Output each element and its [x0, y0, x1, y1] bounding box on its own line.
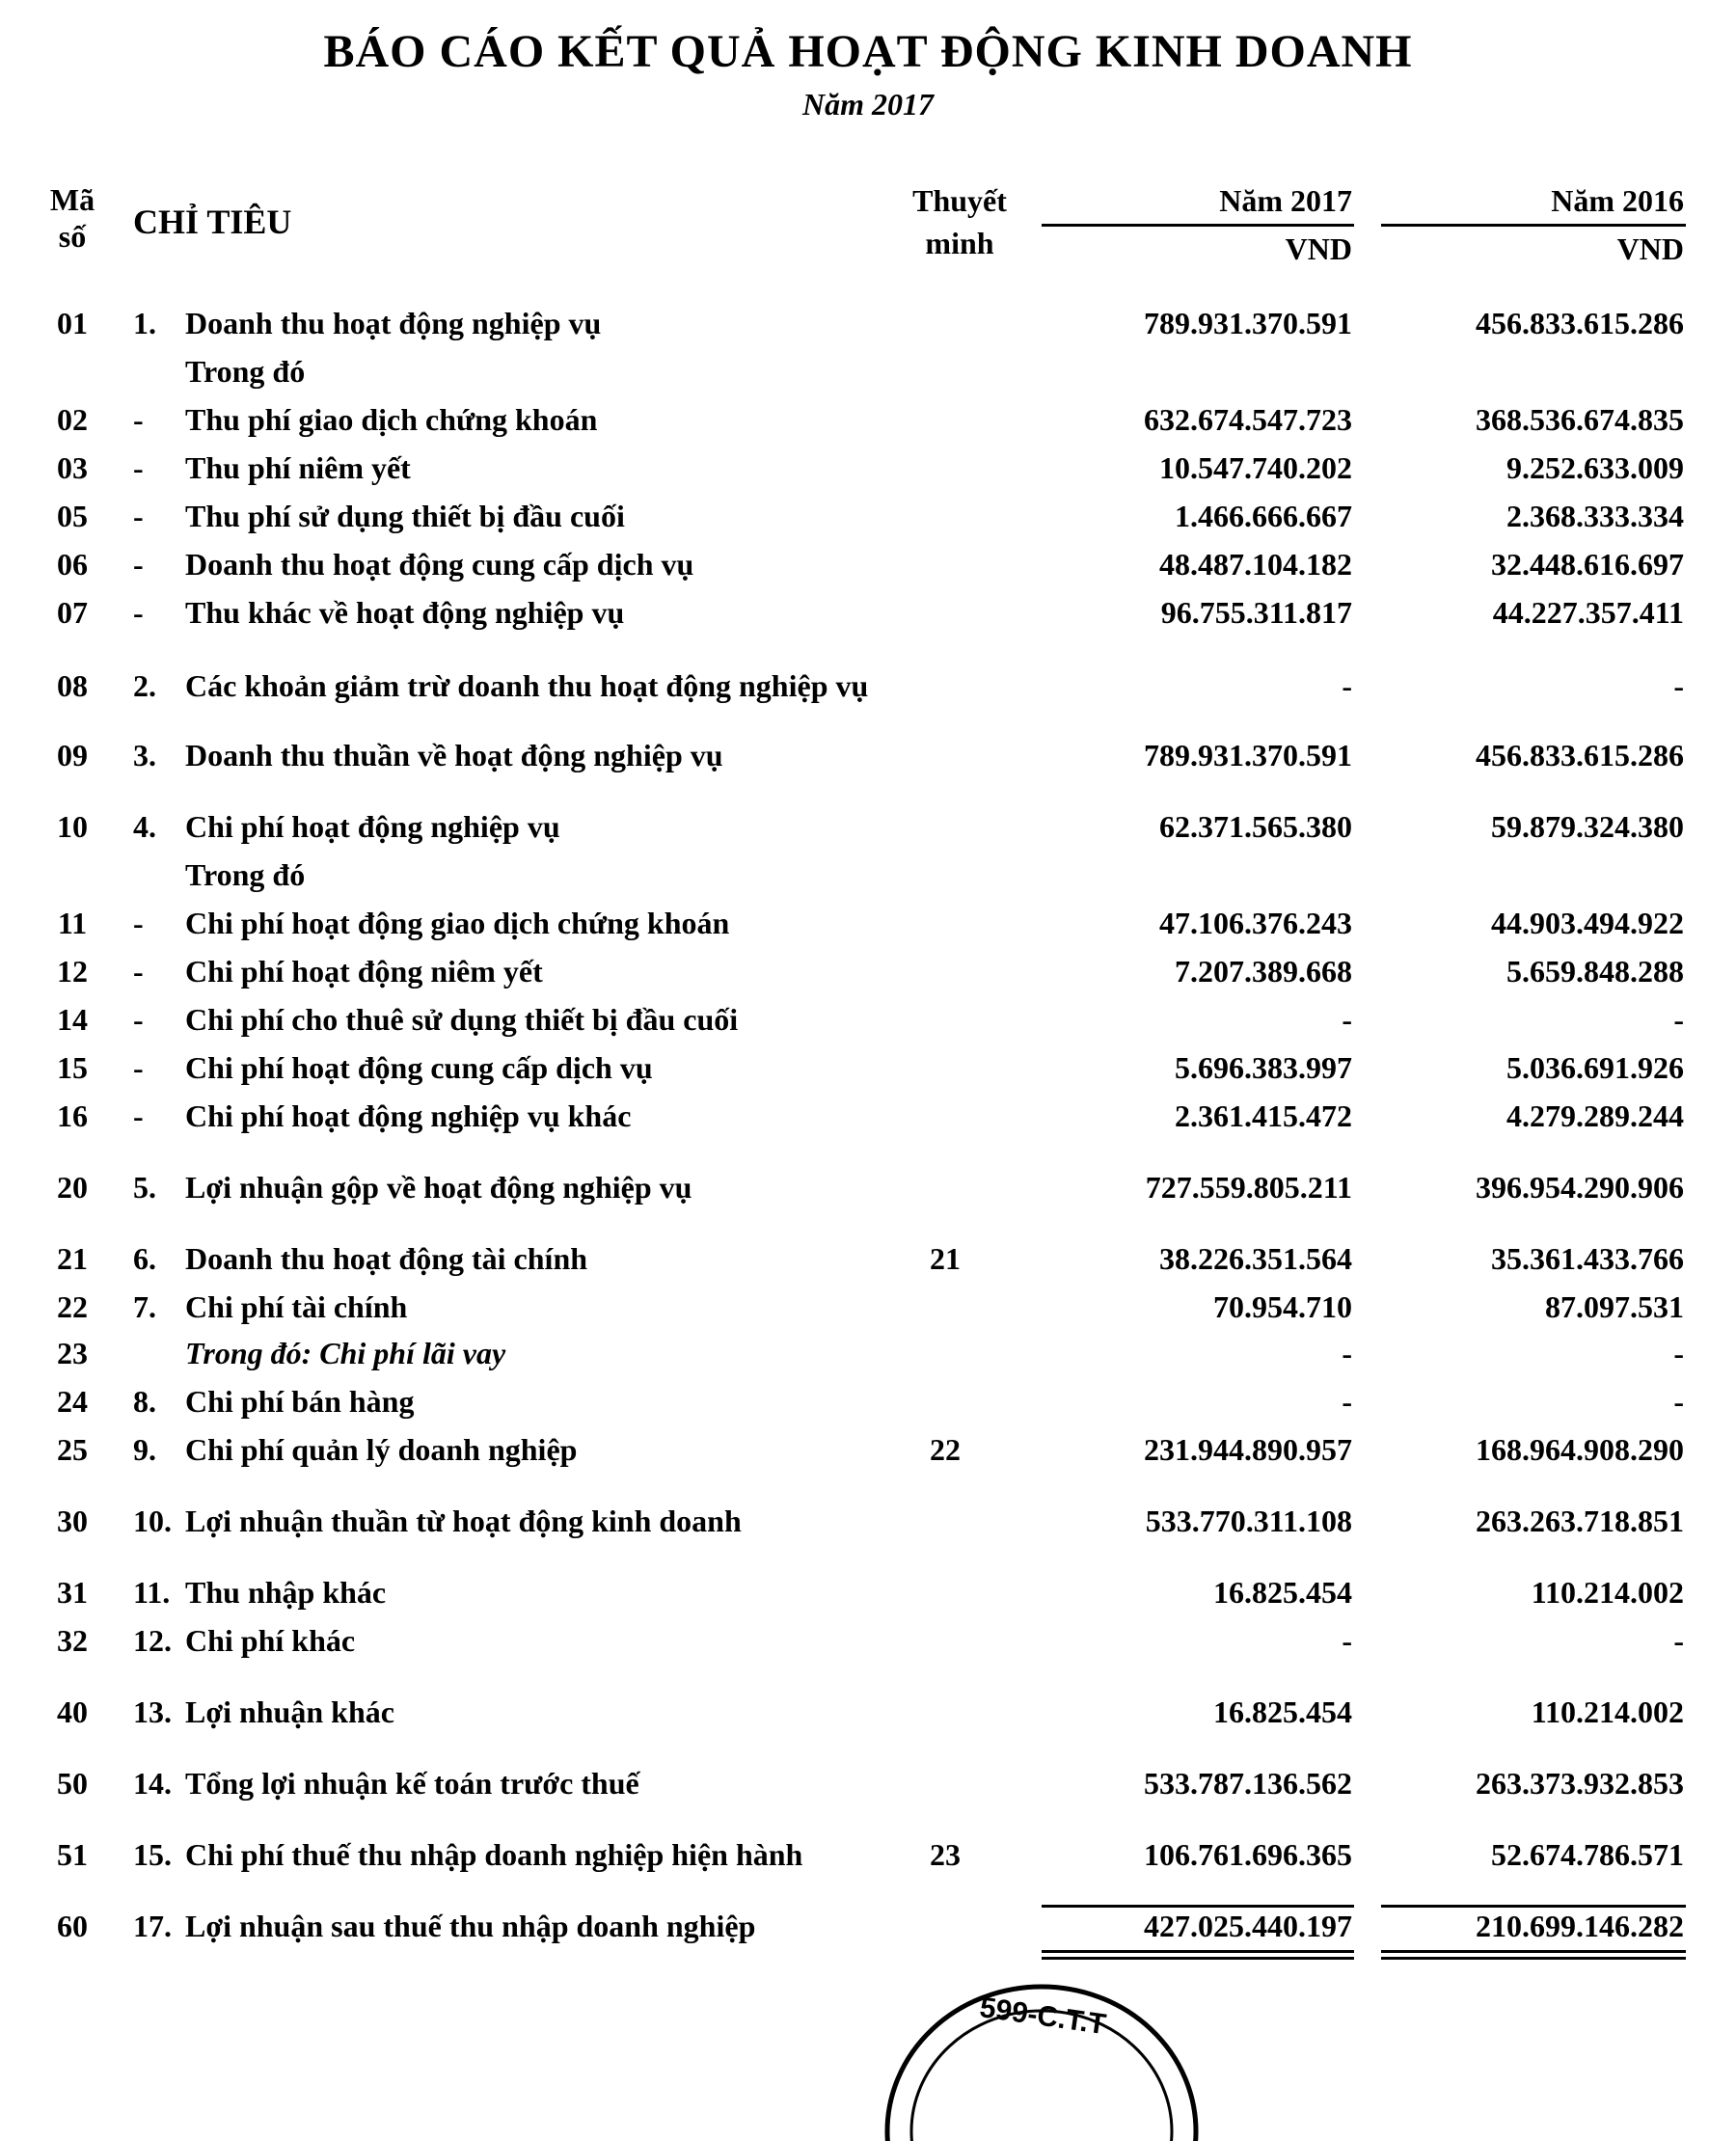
table-row: [0, 1499, 1736, 1543]
row-value-2017: -: [1342, 1384, 1352, 1419]
row-number: 13.: [133, 1694, 172, 1729]
table-row: [0, 1045, 1736, 1090]
header-item: CHỈ TIÊU: [133, 203, 292, 241]
row-number: 11.: [133, 1575, 171, 1610]
row-label: Lợi nhuận gộp về hoạt động nghiệp vụ: [185, 1170, 692, 1205]
row-value-2017: 7.207.389.668: [1175, 954, 1352, 989]
row-code: 22: [57, 1289, 88, 1324]
header-year-2016: Năm 2016: [1551, 183, 1684, 218]
company-seal: [868, 1948, 1215, 2141]
row-number: 8.: [133, 1384, 156, 1419]
report-title: BÁO CÁO KẾT QUẢ HOẠT ĐỘNG KINH DOANH: [323, 26, 1413, 77]
row-code: 03: [57, 450, 88, 485]
row-value-2016: 44.227.357.411: [1492, 595, 1684, 630]
row-code: 10: [57, 809, 88, 844]
table-row: [0, 446, 1736, 490]
row-label: Chi phí tài chính: [185, 1289, 408, 1324]
table-row: [0, 804, 1736, 849]
row-value-2017: 632.674.547.723: [1144, 402, 1352, 437]
row-note: 22: [930, 1432, 961, 1467]
row-value-2016: 52.674.786.571: [1491, 1837, 1684, 1872]
row-label: Trong đó: [185, 354, 306, 389]
row-code: 14: [57, 1002, 88, 1037]
header-rule-2017: [1042, 224, 1354, 227]
row-code: 24: [57, 1384, 88, 1419]
row-value-2017: 231.944.890.957: [1144, 1432, 1352, 1467]
row-number: 7.: [133, 1289, 156, 1324]
row-code: 09: [57, 738, 88, 772]
row-number: 15.: [133, 1837, 172, 1872]
table-row: [0, 1165, 1736, 1209]
row-value-2017: 1.466.666.667: [1175, 499, 1352, 533]
row-value-2017: 2.361.415.472: [1175, 1098, 1352, 1133]
row-value-2016: -: [1673, 1336, 1684, 1370]
table-row: [0, 590, 1736, 635]
row-value-2016: 87.097.531: [1545, 1289, 1684, 1324]
row-value-2016: 263.373.932.853: [1476, 1766, 1684, 1801]
row-value-2016: -: [1673, 1623, 1684, 1658]
row-number: -: [133, 906, 144, 940]
row-label: Chi phí hoạt động nghiệp vụ khác: [185, 1098, 632, 1133]
table-row: [0, 1904, 1736, 1948]
row-number: 3.: [133, 738, 156, 772]
row-label: Doanh thu hoạt động nghiệp vụ: [185, 306, 602, 340]
row-label: Thu khác về hoạt động nghiệp vụ: [185, 595, 625, 630]
row-value-2017: 47.106.376.243: [1159, 906, 1352, 940]
table-row: [0, 1690, 1736, 1734]
row-code: 50: [57, 1766, 88, 1801]
row-code: 05: [57, 499, 88, 533]
row-value-2017: 70.954.710: [1213, 1289, 1352, 1324]
row-label: Thu nhập khác: [185, 1575, 387, 1610]
row-value-2017: 106.761.696.365: [1144, 1837, 1352, 1872]
seal-text: 599-C.T.T: [977, 1992, 1108, 2042]
row-number: 12.: [133, 1623, 172, 1658]
row-label: Doanh thu hoạt động tài chính: [185, 1241, 588, 1276]
header-year-2017: Năm 2017: [1219, 183, 1352, 218]
row-value-2017: 533.770.311.108: [1145, 1504, 1352, 1538]
row-code: 16: [57, 1098, 88, 1133]
row-label: Lợi nhuận sau thuế thu nhập doanh nghiệp: [185, 1909, 756, 1943]
table-row: [0, 664, 1736, 708]
row-label: Trong đó: [185, 857, 306, 892]
table-row: [0, 301, 1736, 345]
row-number: 10.: [133, 1504, 172, 1538]
row-label: Chi phí quản lý doanh nghiệp: [185, 1432, 578, 1467]
row-label: Thu phí sử dụng thiết bị đầu cuối: [185, 499, 625, 533]
row-value-2016: 168.964.908.290: [1476, 1432, 1684, 1467]
row-label: Trong đó: Chi phí lãi vay: [185, 1336, 506, 1370]
row-label: Các khoản giảm trừ doanh thu hoạt động nghiệp vụ: [185, 668, 869, 703]
row-label: Chi phí bán hàng: [185, 1384, 415, 1419]
row-number: -: [133, 499, 144, 533]
row-code: 23: [57, 1336, 88, 1370]
row-number: -: [133, 954, 144, 989]
table-row: [0, 853, 1736, 897]
row-value-2017: -: [1342, 1623, 1352, 1658]
row-value-2017: 427.025.440.197: [1144, 1909, 1352, 1943]
header-unit-2016: VND: [1616, 231, 1684, 266]
table-row: [0, 349, 1736, 393]
row-number: 2.: [133, 668, 156, 703]
row-value-2017: 789.931.370.591: [1144, 738, 1352, 772]
table-row: [0, 1285, 1736, 1329]
row-value-2016: 396.954.290.906: [1476, 1170, 1684, 1205]
row-number: -: [133, 595, 144, 630]
row-code: 30: [57, 1504, 88, 1538]
header-code-text: Mã số: [49, 182, 95, 254]
table-row: [0, 901, 1736, 945]
row-value-2016: -: [1673, 1384, 1684, 1419]
row-code: 21: [57, 1241, 88, 1276]
row-note: 23: [930, 1837, 961, 1872]
row-value-2016: 59.879.324.380: [1491, 809, 1684, 844]
header-note: [897, 179, 1022, 264]
row-value-2016: 5.036.691.926: [1506, 1050, 1684, 1085]
row-value-2017: 96.755.311.817: [1160, 595, 1352, 630]
row-value-2017: 48.487.104.182: [1159, 547, 1352, 582]
row-value-2016: -: [1673, 1002, 1684, 1037]
table-row: [0, 733, 1736, 777]
row-value-2016: 32.448.616.697: [1491, 547, 1684, 582]
row-number: -: [133, 1098, 144, 1133]
row-label: Doanh thu thuần về hoạt động nghiệp vụ: [185, 738, 723, 772]
row-code: 02: [57, 402, 88, 437]
row-number: 9.: [133, 1432, 156, 1467]
table-row: [0, 949, 1736, 993]
row-number: 14.: [133, 1766, 172, 1801]
table-row: [0, 542, 1736, 586]
row-value-2016: 456.833.615.286: [1476, 306, 1684, 340]
row-code: 07: [57, 595, 88, 630]
row-value-2016: 35.361.433.766: [1491, 1241, 1684, 1276]
row-number: -: [133, 1002, 144, 1037]
table-row: [0, 494, 1736, 538]
row-label: Chi phí hoạt động niêm yết: [185, 954, 543, 989]
row-label: Doanh thu hoạt động cung cấp dịch vụ: [185, 547, 694, 582]
row-value-2016: 110.214.002: [1531, 1575, 1684, 1610]
row-code: 11: [57, 906, 88, 940]
row-number: 5.: [133, 1170, 156, 1205]
row-code: 60: [57, 1909, 88, 1943]
table-row: [0, 1379, 1736, 1423]
row-value-2016: 263.263.718.851: [1476, 1504, 1684, 1538]
row-code: 31: [57, 1575, 88, 1610]
row-code: 32: [57, 1623, 88, 1658]
total-rule-bottom-2016: [1381, 1950, 1686, 1953]
row-label: Lợi nhuận khác: [185, 1694, 394, 1729]
table-row: [0, 1331, 1736, 1375]
row-number: 17.: [133, 1909, 172, 1943]
row-number: 6.: [133, 1241, 156, 1276]
row-code: 25: [57, 1432, 88, 1467]
table-row: [0, 1094, 1736, 1138]
row-value-2016: 210.699.146.282: [1476, 1909, 1684, 1943]
row-number: -: [133, 547, 144, 582]
row-label: Tổng lợi nhuận kế toán trước thuế: [185, 1766, 639, 1801]
row-label: Thu phí niêm yết: [185, 450, 411, 485]
total-double-rule-2016: [1381, 1957, 1686, 1960]
row-number: 1.: [133, 306, 156, 340]
table-row: [0, 1832, 1736, 1877]
row-number: 4.: [133, 809, 156, 844]
row-code: 01: [57, 306, 88, 340]
row-label: Chi phí hoạt động nghiệp vụ: [185, 809, 560, 844]
row-value-2016: 9.252.633.009: [1506, 450, 1684, 485]
table-row: [0, 1761, 1736, 1805]
header-note-text: Thuyết minh: [912, 183, 1007, 260]
table-row: [0, 1618, 1736, 1663]
row-code: 12: [57, 954, 88, 989]
row-number: -: [133, 1050, 144, 1085]
table-row: [0, 997, 1736, 1042]
row-note: 21: [930, 1241, 961, 1276]
row-label: Chi phí hoạt động cung cấp dịch vụ: [185, 1050, 653, 1085]
row-value-2017: 727.559.805.211: [1145, 1170, 1352, 1205]
row-value-2017: -: [1342, 668, 1352, 703]
row-label: Lợi nhuận thuần từ hoạt động kinh doanh: [185, 1504, 742, 1538]
row-code: 06: [57, 547, 88, 582]
row-value-2016: 4.279.289.244: [1506, 1098, 1684, 1133]
row-value-2017: 533.787.136.562: [1144, 1766, 1352, 1801]
row-code: 15: [57, 1050, 88, 1085]
row-label: Chi phí cho thuê sử dụng thiết bị đầu cuối: [185, 1002, 739, 1037]
row-value-2016: 2.368.333.334: [1506, 499, 1684, 533]
row-value-2017: 789.931.370.591: [1144, 306, 1352, 340]
header-rule-2016: [1381, 224, 1686, 227]
row-value-2017: -: [1342, 1002, 1352, 1037]
row-label: Chi phí khác: [185, 1623, 356, 1658]
row-value-2016: 110.214.002: [1531, 1694, 1684, 1729]
row-number: -: [133, 402, 144, 437]
row-value-2016: -: [1673, 668, 1684, 703]
row-code: 20: [57, 1170, 88, 1205]
row-value-2017: 16.825.454: [1213, 1575, 1352, 1610]
row-value-2016: 368.536.674.835: [1476, 402, 1684, 437]
table-row: [0, 1236, 1736, 1281]
row-value-2017: 38.226.351.564: [1159, 1241, 1352, 1276]
header-unit-2017: VND: [1285, 231, 1352, 266]
header-code: [29, 181, 116, 257]
row-label: Chi phí hoạt động giao dịch chứng khoán: [185, 906, 730, 940]
row-code: 08: [57, 668, 88, 703]
row-value-2016: 5.659.848.288: [1506, 954, 1684, 989]
row-value-2017: 16.825.454: [1213, 1694, 1352, 1729]
table-row: [0, 1570, 1736, 1614]
report-subtitle: Năm 2017: [802, 87, 934, 122]
row-label: Chi phí thuế thu nhập doanh nghiệp hiện hành: [185, 1837, 803, 1872]
row-value-2017: 62.371.565.380: [1159, 809, 1352, 844]
row-number: -: [133, 450, 144, 485]
table-row: [0, 397, 1736, 442]
row-value-2017: -: [1342, 1336, 1352, 1370]
total-rule-top-2016: [1381, 1905, 1686, 1908]
total-rule-top-2017: [1042, 1905, 1354, 1908]
row-code: 51: [57, 1837, 88, 1872]
row-label: Thu phí giao dịch chứng khoán: [185, 402, 598, 437]
row-value-2017: 5.696.383.997: [1175, 1050, 1352, 1085]
row-value-2016: 456.833.615.286: [1476, 738, 1684, 772]
table-row: [0, 1427, 1736, 1472]
row-value-2017: 10.547.740.202: [1159, 450, 1352, 485]
row-value-2016: 44.903.494.922: [1491, 906, 1684, 940]
row-code: 40: [57, 1694, 88, 1729]
